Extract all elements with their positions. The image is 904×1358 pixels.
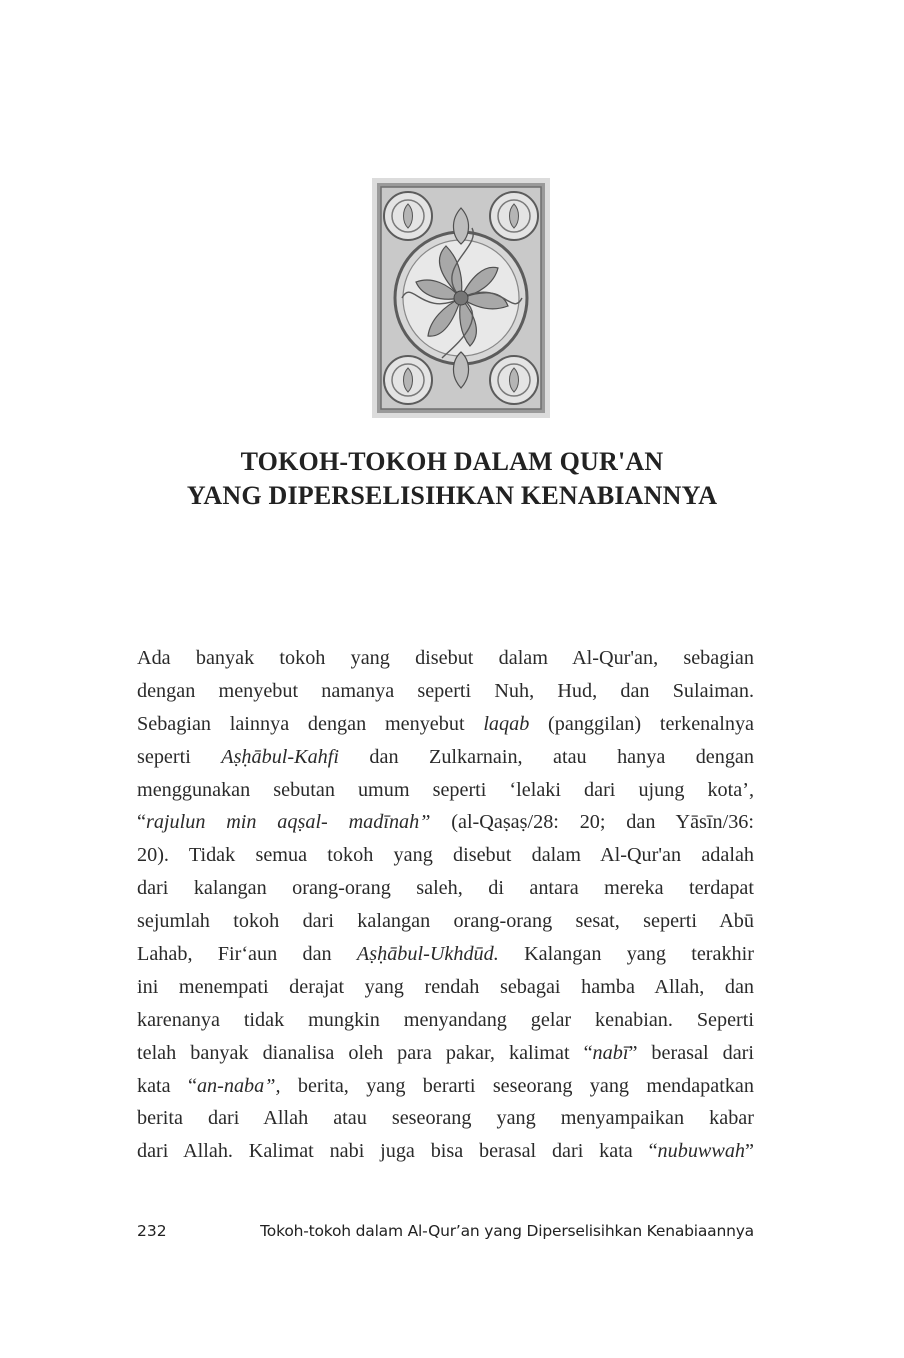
italic-term: laqab — [483, 712, 530, 735]
chapter-ornament — [372, 178, 550, 418]
italic-term: Aṣḥābul-Ukhdūd. — [356, 943, 499, 966]
body-paragraph — [137, 642, 754, 1168]
italic-term: Aṣḥābul-Kahfi — [221, 745, 339, 768]
page-number: 232 — [137, 1222, 167, 1240]
text-line: dengan menyebut namanya seperti Nuh, Hud, dan Sulaiman. — [137, 679, 754, 702]
text-line: ini menempati derajat yang rendah sebagai hamba Allah, dan — [137, 975, 754, 998]
text-line: kata “an-naba”, berita, yang berarti seseorang yang mendapatkan — [137, 1074, 754, 1097]
text-line: 20). Tidak semua tokoh yang disebut dalam Al-Qur'an adalah — [137, 844, 754, 867]
text-line: dari kalangan orang-orang saleh, di antara mereka terdapat — [137, 877, 754, 900]
text-line: telah banyak dianalisa oleh para pakar, kalimat “nabī” berasal dari — [137, 1041, 755, 1064]
text-line: dari Allah. Kalimat nabi juga bisa berasal dari kata “nubuwwah” — [137, 1140, 754, 1163]
chapter-title — [0, 445, 904, 513]
text-line: karenanya tidak mungkin menyandang gelar kenabian. Seperti — [137, 1008, 754, 1031]
text-line: berita dari Allah atau seseorang yang menyampaikan kabar — [137, 1107, 754, 1130]
page-footer — [137, 1222, 754, 1246]
text-line: sejumlah tokoh dari kalangan orang-orang sesat, seperti Abū — [137, 910, 754, 933]
chapter-title-line-2: YANG DIPERSELISIHKAN KENABIANNYA — [186, 481, 718, 510]
text-line: seperti Aṣḥābul-Kahfi dan Zulkarnain, atau hanya dengan — [137, 745, 754, 768]
italic-term: nabī — [592, 1041, 629, 1064]
italic-term: an-naba”, — [196, 1074, 281, 1097]
chapter-title-line-1: TOKOH-TOKOH DALAM QUR'AN — [240, 447, 664, 476]
italic-term: rajulun min aqṣal- madīnah” — [145, 811, 431, 834]
arabesque-floral-ornament-icon — [372, 178, 550, 418]
italic-term: nubuwwah — [657, 1140, 746, 1163]
running-title: Tokoh-tokoh dalam Al-Qur’an yang Diperselisihkan Kenabiaannya — [260, 1222, 754, 1240]
text-line: “rajulun min aqṣal- madīnah” (al-Qaṣaṣ/28: 20; dan Yāsīn/36: — [137, 811, 755, 834]
text-line: Sebagian lainnya dengan menyebut laqab (panggilan) terkenalnya — [137, 712, 754, 735]
text-line: Lahab, Fir‘aun dan Aṣḥābul-Ukhdūd. Kalangan yang terakhir — [137, 943, 754, 966]
text-line: menggunakan sebutan umum seperti ‘lelaki dari ujung kota’, — [137, 778, 754, 801]
text-line: Ada banyak tokoh yang disebut dalam Al-Qur'an, sebagian — [137, 647, 754, 669]
